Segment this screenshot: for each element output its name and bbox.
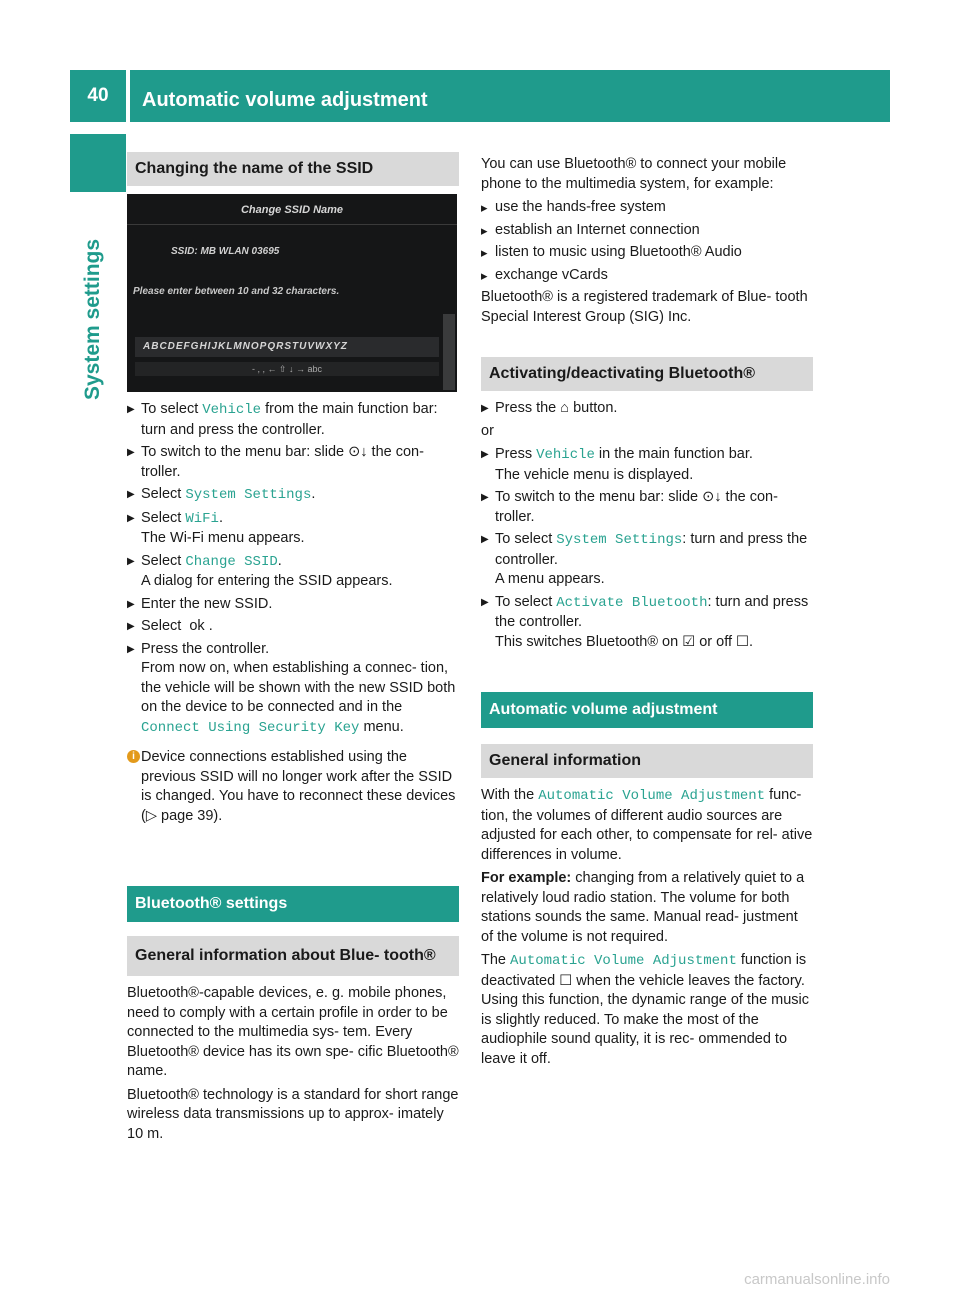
side-label: System settings [81,238,104,400]
page-title: Automatic volume adjustment [130,70,890,122]
side-tab [70,134,126,192]
left-column [127,152,459,1148]
volume-paragraph-1: With the Automatic Volume Adjustment func- tion, the volumes of different audio sources are adjusted for each other, to compensate for rel- ative differences in volume. [481,787,813,863]
bluetooth-settings-heading: Bluetooth® settings [127,886,459,922]
bullet-hands-free: ▸ use the hands-free system [481,198,813,218]
bluetooth-trademark: Bluetooth® is a registered trademark of Blue- tooth Special Interest Group (SIG) Inc. [481,289,808,325]
screen-keyboard: ABCDEFGHIJKLMNOPQRSTUVWXYZ [135,337,439,357]
activate-bluetooth-heading: Activating/deactivating Bluetooth® [481,357,813,391]
right-column [481,155,813,1073]
step-menu-bar: ▶ To switch to the menu bar: slide ⊙↓ the con- troller. [127,443,459,482]
watermark: carmanualsonline.info [744,1271,890,1288]
step-change-ssid: ▶ Select Change SSID. A dialog for entering the SSID appears. [127,552,459,592]
screen-hint: Please enter between 10 and 32 characters. [133,286,340,297]
step-press-button: ▶ Press the ⌂ button. [481,399,813,419]
bluetooth-paragraph-2: Bluetooth® technology is a standard for short range wireless data transmissions up to approx- imately 10 m. [127,1086,459,1142]
bluetooth-general-heading: General information about Blue- tooth® [127,936,459,976]
step-press-vehicle: ▶ Press Vehicle in the main function bar. The vehicle menu is displayed. [481,445,813,485]
step-select-ok: ▶ Select ok . [127,617,459,637]
step-select-system-settings: ▶ To select System Settings: turn and press the controller. A menu appears. [481,530,813,590]
page-number: 40 [70,70,126,122]
volume-general-heading: General information [481,744,813,778]
bullet-internet: ▸ establish an Internet connection [481,221,813,241]
screen-side-label [443,314,455,390]
or-label: or [481,422,494,439]
bluetooth-intro: You can use Bluetooth® to connect your mobile phone to the multimedia system, for example: [481,156,787,192]
step-wifi: ▶ Select WiFi. The Wi-Fi menu appears. [127,509,459,549]
volume-section-heading: Automatic volume adjustment [481,692,813,728]
info-icon: i [127,750,140,763]
bullet-music: ▸ listen to music using Bluetooth® Audio [481,243,813,263]
ssid-heading: Changing the name of the SSID [127,152,459,186]
screen-keyboard-keys: - , , ← ⇧ ↓ → abc [135,362,439,376]
step-switch-menu-bar: ▶ To switch to the menu bar: slide ⊙↓ the con- troller. [481,488,813,527]
volume-example: For example: changing from a relatively quiet to a relatively loud radio station. The volume for both stations sounds the same. Manual read- justment of the volume is not required. [481,870,805,945]
volume-paragraph-3: The Automatic Volume Adjustment function is deactivated ☐ when the vehicle leaves the factory. Using this function, the dynamic range of the music is slightly reduced. To make the most of the audiophile sound quality, it is rec- ommended to leave it off. [481,952,810,1067]
ssid-screenshot [127,194,457,392]
bullet-vcards: ▸ exchange vCards [481,266,813,286]
bluetooth-paragraph-1: Bluetooth®-capable devices, e. g. mobile phones, need to comply with a certain profile in order to be connected to the multimedia sys- tem. Every Bluetooth® device has its own spe- cific Bluetooth® name. [127,985,459,1079]
screen-title: Change SSID Name [240,204,344,216]
screen-ssid: SSID: MB WLAN 03695 [171,246,280,257]
step-system-settings: ▶ Select System Settings. [127,485,459,506]
step-press-controller: ▶ Press the controller. From now on, when establishing a connec- tion, the vehicle will be shown with the new SSID both on the device to be connected and in the Connect Using Security Key menu. [127,640,459,739]
step-select-vehicle: ▶ To select Vehicle from the main function bar: turn and press the controller. [127,400,459,440]
step-enter-ssid: ▶ Enter the new SSID. [127,595,459,615]
step-activate-bluetooth: ▶ To select Activate Bluetooth: turn and press the controller. This switches Bluetooth® on ☑ or off ☐. [481,593,813,653]
info-note: i Device connections established using the previous SSID will no longer work after the SSID is changed. You have to reconnect these devices (▷ page 39). [127,748,459,826]
screen-divider [127,224,457,225]
